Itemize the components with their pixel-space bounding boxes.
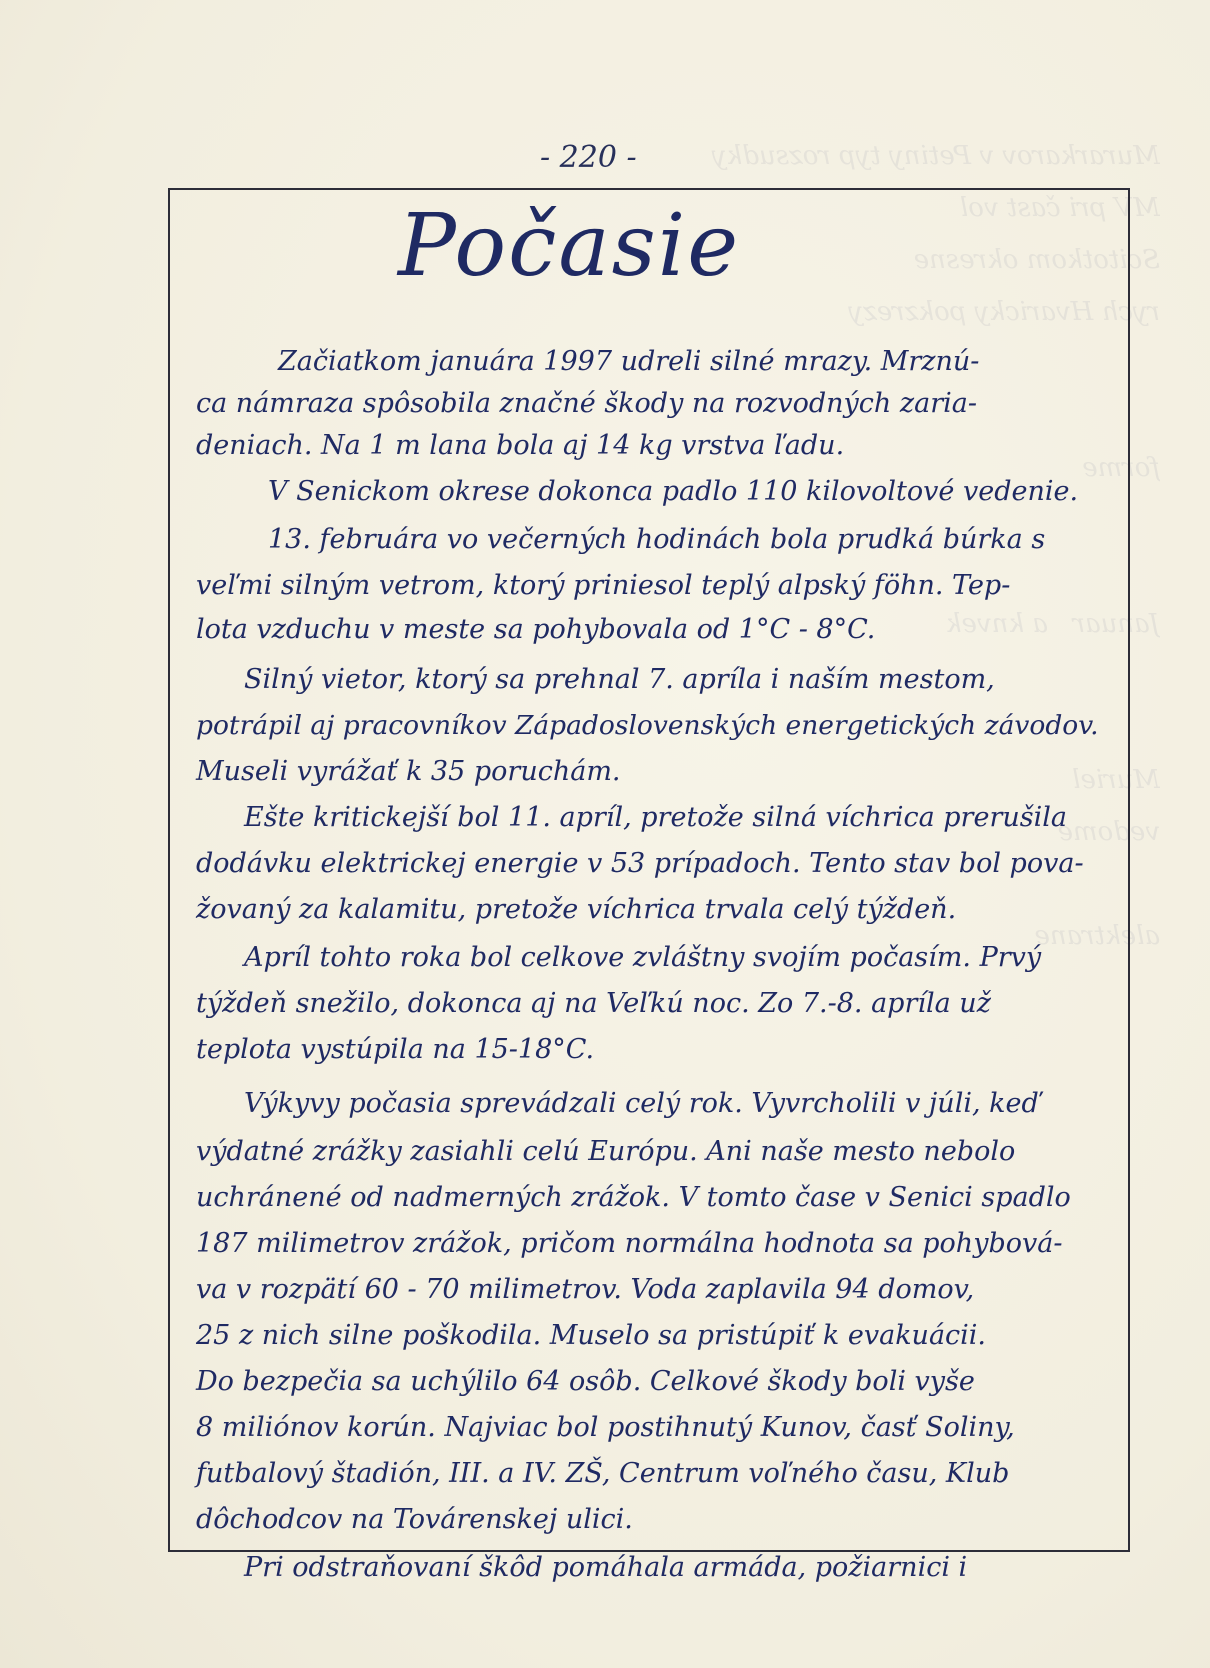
text-line: 187 milimetrov zrážok, pričom normálna hodnota sa pohybová- — [196, 1228, 1063, 1259]
page-number: - 220 - — [540, 140, 637, 175]
text-line: týždeň snežilo, dokonca aj na Veľkú noc. Zo 7.-8. apríla už — [196, 988, 991, 1019]
text-line: V Senickom okrese dokonca padlo 110 kilovoltové vedenie. — [268, 476, 1079, 507]
text-line: dôchodcov na Továrenskej ulici. — [196, 1504, 633, 1535]
text-line: veľmi silným vetrom, ktorý priniesol teplý alpský föhn. Tep- — [196, 570, 1011, 601]
text-line: lota vzduchu v meste sa pohybovala od 1°C - 8°C. — [196, 614, 876, 645]
text-line: dodávku elektrickej energie v 53 prípadoch. Tento stav bol pova- — [196, 848, 1084, 879]
text-line: Do bezpečia sa uchýlilo 64 osôb. Celkové škody boli vyše — [196, 1366, 975, 1397]
page-title: Počasie — [398, 196, 741, 296]
text-line: 8 miliónov korún. Najviac bol postihnutý Kunov, časť Soliny, — [196, 1412, 1015, 1443]
text-line: 25 z nich silne poškodila. Muselo sa pristúpiť k evakuácii. — [196, 1320, 987, 1351]
text-line: Pri odstraňovaní škôd pomáhala armáda, požiarnici i — [244, 1552, 968, 1583]
text-line: uchránené od nadmerných zrážok. V tomto čase v Senici spadlo — [196, 1182, 1071, 1213]
text-line: Silný vietor, ktorý sa prehnal 7. apríla i naším mestom, — [244, 664, 995, 695]
text-line: teplota vystúpila na 15-18°C. — [196, 1034, 595, 1065]
text-line: deniach. Na 1 m lana bola aj 14 kg vrstva ľadu. — [196, 430, 845, 461]
text-line: žovaný za kalamitu, pretože víchrica trvala celý týždeň. — [196, 894, 957, 925]
text-line: futbalový štadión, III. a IV. ZŠ, Centrum voľného času, Klub — [196, 1458, 1010, 1489]
text-line: 13. februára vo večerných hodinách bola prudká búrka s — [268, 524, 1046, 555]
text-line: Výkyvy počasia sprevádzali celý rok. Vyvrcholili v júli, keď — [244, 1088, 1039, 1119]
bleed-through-text: Murarkarov v Petiny typ rozsudky MV pri čast vol Scitotkom okresne rych Hvaricky pokzrezy forme Januar a knvek Muriel vedome alektrane — [711, 141, 1160, 951]
text-line: výdatné zrážky zasiahli celú Európu. Ani naše mesto nebolo — [196, 1136, 1016, 1167]
text-line: Apríl tohto roka bol celkove zvláštny svojím počasím. Prvý — [244, 942, 1042, 973]
text-line: Začiatkom januára 1997 udreli silné mrazy. Mrznú- — [278, 346, 980, 377]
text-line: Museli vyrážať k 35 poruchám. — [196, 756, 621, 787]
text-line: ca námraza spôsobila značné škody na rozvodných zaria- — [196, 388, 977, 419]
text-line: potrápil aj pracovníkov Západoslovenských energetických závodov. — [196, 710, 1099, 741]
text-line: Ešte kritickejší bol 11. apríl, pretože silná víchrica prerušila — [244, 802, 1067, 833]
text-line: va v rozpätí 60 - 70 milimetrov. Voda zaplavila 94 domov, — [196, 1274, 975, 1305]
